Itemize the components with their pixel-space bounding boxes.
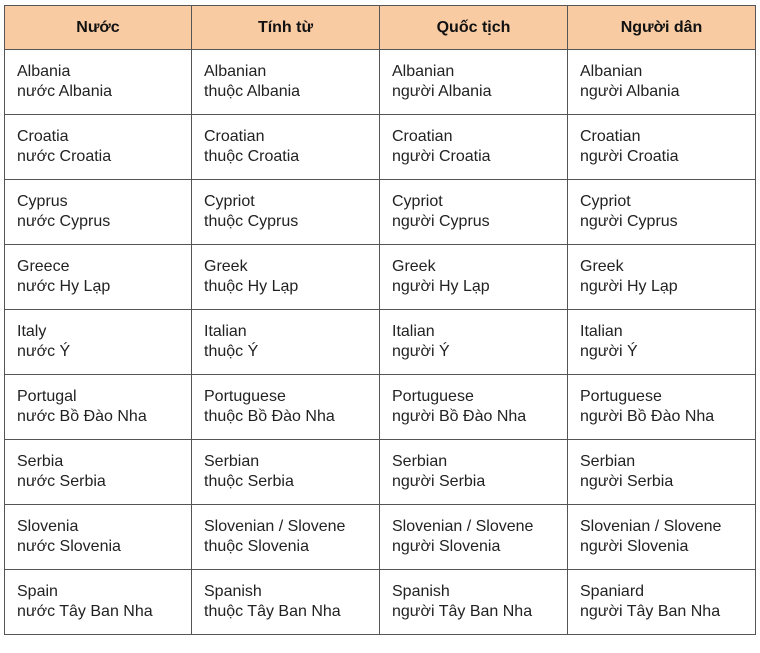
vietnamese-term: thuộc Ý [204, 342, 259, 360]
vietnamese-term: nước Hy Lạp [17, 277, 111, 295]
english-term: Greek [392, 258, 436, 275]
table-row [5, 115, 756, 180]
table-row [5, 245, 756, 310]
english-term: Serbian [204, 453, 260, 470]
english-term: Portugal [17, 388, 77, 405]
english-term: Italian [580, 323, 623, 340]
english-term: Serbian [392, 453, 448, 470]
cell-country [5, 505, 192, 570]
vietnamese-term: người Ý [392, 342, 450, 360]
cell-country [5, 245, 192, 310]
english-term: Greece [17, 258, 70, 275]
table-row [5, 375, 756, 440]
english-term: Italy [17, 323, 47, 340]
cell-adjective [192, 570, 380, 635]
table-row [5, 180, 756, 245]
cell-people [568, 505, 756, 570]
cell-people [568, 245, 756, 310]
cell-country [5, 440, 192, 505]
vietnamese-term: người Slovenia [392, 537, 501, 555]
table-row [5, 505, 756, 570]
cell-adjective [192, 180, 380, 245]
table-body [5, 50, 756, 635]
english-term: Serbia [17, 453, 64, 470]
english-term: Albanian [204, 63, 267, 80]
english-term: Greek [580, 258, 624, 275]
vietnamese-term: người Serbia [392, 472, 486, 490]
header-row [5, 6, 756, 50]
english-term: Cypriot [580, 193, 631, 210]
vietnamese-term: người Bồ Đào Nha [392, 407, 527, 425]
vietnamese-term: thuộc Cyprus [204, 212, 299, 230]
english-term: Croatian [204, 128, 265, 145]
english-term: Croatian [580, 128, 641, 145]
vietnamese-term: nước Ý [17, 342, 71, 360]
english-term: Serbian [580, 453, 636, 470]
vietnamese-term: người Cyprus [580, 212, 678, 230]
cell-adjective [192, 115, 380, 180]
english-term: Spanish [204, 583, 262, 600]
cell-nationality [380, 245, 568, 310]
vietnamese-term: người Albania [392, 82, 492, 100]
english-term: Slovenian / Slovene [204, 518, 346, 535]
english-term: Portuguese [580, 388, 662, 405]
nationality-table [4, 5, 756, 635]
vietnamese-term: thuộc Albania [204, 82, 301, 100]
vietnamese-term: người Hy Lạp [580, 277, 678, 295]
cell-people [568, 440, 756, 505]
cell-nationality [380, 50, 568, 115]
english-term: Greek [204, 258, 248, 275]
vietnamese-term: nước Slovenia [17, 537, 121, 555]
vietnamese-term: nước Tây Ban Nha [17, 602, 153, 620]
english-term: Portuguese [204, 388, 286, 405]
vietnamese-term: nước Serbia [17, 472, 106, 490]
english-term: Spaniard [580, 583, 645, 600]
cell-adjective [192, 245, 380, 310]
table-row [5, 570, 756, 635]
english-term: Albanian [392, 63, 455, 80]
english-term: Spain [17, 583, 58, 600]
english-term: Slovenian / Slovene [580, 518, 722, 535]
english-term: Cypriot [204, 193, 255, 210]
cell-people [568, 375, 756, 440]
english-term: Croatia [17, 128, 69, 145]
vietnamese-term: thuộc Tây Ban Nha [204, 602, 341, 620]
vietnamese-term: người Cyprus [392, 212, 490, 230]
cell-people [568, 115, 756, 180]
vietnamese-term: người Croatia [392, 147, 491, 165]
table-row [5, 440, 756, 505]
vietnamese-term: thuộc Hy Lạp [204, 277, 299, 295]
cell-country [5, 310, 192, 375]
cell-nationality [380, 180, 568, 245]
table-row [5, 310, 756, 375]
english-term: Italian [392, 323, 435, 340]
table-header [5, 6, 756, 50]
cell-nationality [380, 115, 568, 180]
english-term: Portuguese [392, 388, 474, 405]
vietnamese-term: nước Cyprus [17, 212, 111, 230]
cell-nationality [380, 505, 568, 570]
vietnamese-term: người Albania [580, 82, 680, 100]
vietnamese-term: người Ý [580, 342, 638, 360]
cell-people [568, 570, 756, 635]
header-people: Người dân [568, 6, 756, 50]
cell-people [568, 310, 756, 375]
vietnamese-term: người Croatia [580, 147, 679, 165]
header-adjective: Tính từ [192, 6, 380, 50]
cell-country [5, 375, 192, 440]
english-term: Slovenia [17, 518, 79, 535]
cell-nationality [380, 570, 568, 635]
cell-adjective [192, 505, 380, 570]
english-term: Slovenian / Slovene [392, 518, 534, 535]
vietnamese-term: thuộc Slovenia [204, 537, 309, 555]
vietnamese-term: nước Albania [17, 82, 113, 100]
vietnamese-term: thuộc Bồ Đào Nha [204, 407, 335, 425]
header-country: Nước [5, 6, 192, 50]
english-term: Spanish [392, 583, 450, 600]
english-term: Cyprus [17, 193, 68, 210]
english-term: Albanian [580, 63, 643, 80]
cell-adjective [192, 375, 380, 440]
vietnamese-term: thuộc Croatia [204, 147, 300, 165]
vietnamese-term: nước Croatia [17, 147, 112, 165]
vietnamese-term: nước Bồ Đào Nha [17, 407, 147, 425]
cell-country [5, 50, 192, 115]
table-row [5, 50, 756, 115]
cell-adjective [192, 440, 380, 505]
vietnamese-term: người Hy Lạp [392, 277, 490, 295]
vietnamese-term: người Serbia [580, 472, 674, 490]
cell-country [5, 115, 192, 180]
vietnamese-term: thuộc Serbia [204, 472, 294, 490]
cell-nationality [380, 375, 568, 440]
header-nationality: Quốc tịch [380, 6, 568, 50]
cell-adjective [192, 50, 380, 115]
cell-adjective [192, 310, 380, 375]
cell-country [5, 180, 192, 245]
cell-people [568, 180, 756, 245]
cell-nationality [380, 440, 568, 505]
vietnamese-term: người Tây Ban Nha [392, 602, 533, 620]
english-term: Albania [17, 63, 71, 80]
english-term: Cypriot [392, 193, 443, 210]
vietnamese-term: người Tây Ban Nha [580, 602, 721, 620]
vietnamese-term: người Bồ Đào Nha [580, 407, 715, 425]
cell-people [568, 50, 756, 115]
english-term: Italian [204, 323, 247, 340]
cell-country [5, 570, 192, 635]
vietnamese-term: người Slovenia [580, 537, 689, 555]
cell-nationality [380, 310, 568, 375]
english-term: Croatian [392, 128, 453, 145]
